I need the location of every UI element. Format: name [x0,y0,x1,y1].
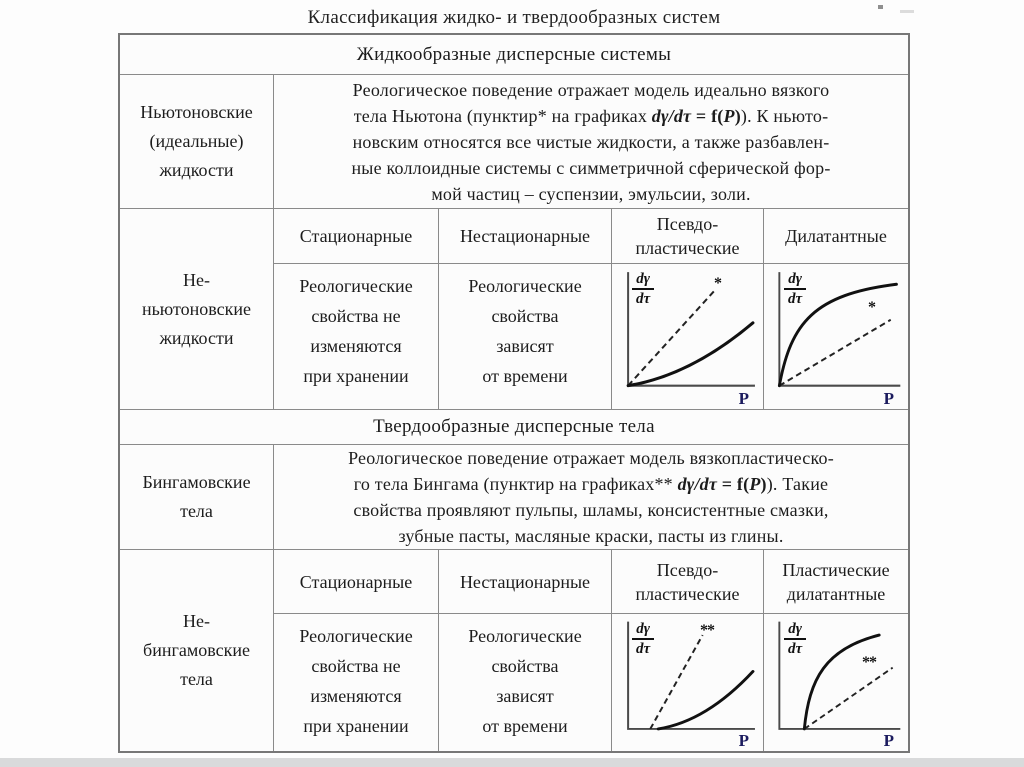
fraction-numerator: dγ [784,271,806,290]
bottom-bar [0,758,1024,767]
section-solid-header: Твердообразные дисперсные тела [120,410,908,445]
row-label-non-newtonian: Не- ньютоновские жидкости [120,209,274,410]
scan-artifact [878,5,883,9]
cell-stationary-liquid: Реологические свойства не изменяются при хранении [274,264,439,410]
fraction-numerator: dγ [632,621,654,640]
asterisk-marker: * [868,299,875,316]
subheader-pseudoplastic-solid: Псевдо- пластические [612,550,764,614]
cell-nonstationary-liquid: Реологические свойства зависят от времени [439,264,612,410]
subheader-plastic-dilatant-solid: Пластические дилатантные [764,550,908,614]
x-axis-label: P [883,389,894,408]
graph-pseudoplastic-liquid [612,264,764,410]
row-label-non-bingham: Не- бингамовские тела [120,550,274,751]
solid-flow-curve [628,323,753,386]
row-label-bingham: Бингамовские тела [120,445,274,550]
solid-flow-curve [804,635,879,729]
bingham-description-text: Реологическое поведение отражает модель вязкопластическо- го тела Бингама (пунктир на графиках** dγ/dτ = f(P)). Такие свойства проявляют пульпы, шламы, консистентные смазки, зубные пасты, масляные краски, пасты из глины. [348,448,834,546]
cell-stationary-solid: Реологические свойства не изменяются при хранении [274,614,439,751]
dashed-bingham-line [650,635,702,729]
y-axis-label-fraction [632,621,654,657]
fraction-denominator: dτ [636,641,651,657]
graph-dilatant-liquid [764,264,908,410]
y-axis-label-fraction [632,271,654,307]
scan-artifact [900,10,914,13]
x-axis-label: P [738,389,749,408]
slide-title: Классификация жидко- и твердообразных систем [307,7,721,28]
cell-newtonian-description [274,75,908,209]
newtonian-description-text: Реологическое поведение отражает модель идеально вязкого тела Ньютона (пунктир* на графиках dγ/dτ = f(P)). К ньюто- новским относятся все чистые жидкости, а также разбавлен- ные коллоидные системы с симметричной сферической фор- мой частиц – суспензии, эмульсии, золи. [351,79,831,204]
classification-table [118,33,910,753]
dashed-newtonian-line [779,320,890,386]
subheader-pseudoplastic-liquid: Псевдо- пластические [612,209,764,264]
fraction-numerator: dγ [784,621,806,640]
subheader-stationary-solid: Стационарные [274,550,439,614]
subheader-nonstationary-liquid: Нестационарные [439,209,612,264]
graph-plastic-dilatant-solid [764,614,908,751]
fraction-denominator: dτ [788,641,803,657]
y-axis-label-fraction [784,621,806,657]
x-axis-label: P [883,731,894,750]
fraction-numerator: dγ [632,271,654,290]
row-label-newtonian: Ньютоновские (идеальные) жидкости [120,75,274,209]
subheader-dilatant-liquid: Дилатантные [764,209,908,264]
subheader-stationary-liquid: Стационарные [274,209,439,264]
graph-pseudoplastic-solid [612,614,764,751]
asterisk-marker: * [714,275,721,292]
fraction-denominator: dτ [636,291,651,307]
double-asterisk-marker: ** [862,654,876,671]
double-asterisk-marker: ** [700,622,714,639]
solid-flow-curve [658,671,753,728]
subheader-nonstationary-solid: Нестационарные [439,550,612,614]
cell-nonstationary-solid: Реологические свойства зависят от времени [439,614,612,751]
x-axis-label: P [738,731,749,750]
section-liquid-header: Жидкообразные дисперсные системы [120,35,908,75]
y-axis-label-fraction [784,271,806,307]
cell-bingham-description [274,445,908,550]
fraction-denominator: dτ [788,291,803,307]
